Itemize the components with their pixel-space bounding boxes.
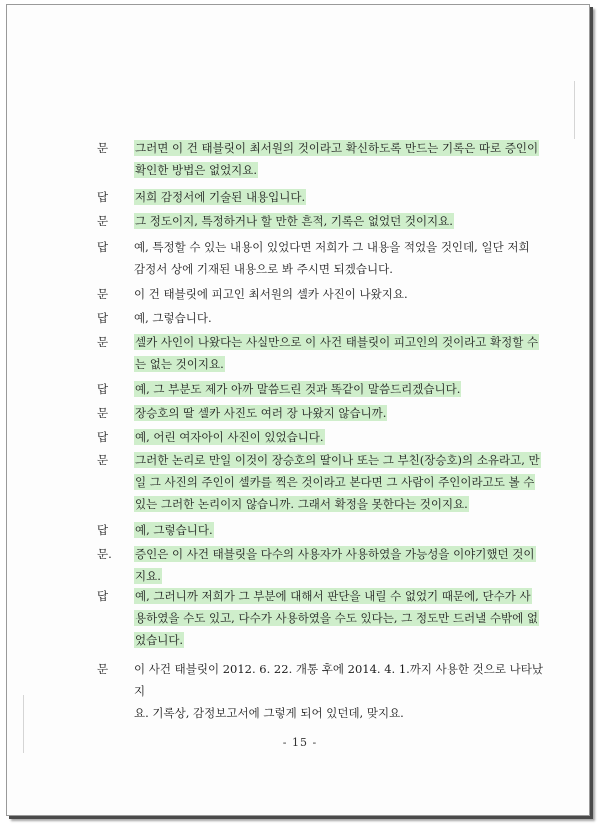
entry-text xyxy=(134,426,550,448)
entry-text-content: 예, 특정할 수 있는 내용이 있었다면 저희가 그 내용을 적었을 것인데, 일단 저희 감정서 상에 기재된 내용으로 봐 주시면 되겠습니다. xyxy=(134,240,530,276)
entry-text-content: 셀카 사인이 나왔다는 사실만으로 이 사건 태블릿이 피고인의 것이라고 확정할 수 는 없는 것이지요. xyxy=(135,335,539,371)
entry-label: 문. xyxy=(97,547,112,561)
entry-label: 문 xyxy=(97,406,109,420)
entry-text xyxy=(134,307,550,329)
entry-text-content: 예, 그렇습니다. xyxy=(135,523,213,537)
entry-label: 문 xyxy=(97,287,109,301)
entry-text-content: 저희 감정서에 기술된 내용입니다. xyxy=(135,190,306,204)
entry-text-content: 장승호의 딸 셀카 사진도 여러 장 나왔지 않습니까. xyxy=(135,406,387,420)
entry-text xyxy=(134,449,550,515)
scan-edge-mark xyxy=(574,81,575,139)
entry-text-content: 증인은 이 사건 태블릿을 다수의 사용자가 사용하였을 가능성을 이야기했던 것이 지요. xyxy=(135,547,535,583)
entry-text-content: 이 사건 태블릿이 2012. 6. 22. 개통 후에 2014. 4. 1.까지 사용한 것으로 나타났지 요. 기록상, 감정보고서에 그렇게 되어 있던데, 맞지요. xyxy=(134,662,543,720)
entry-label: 답 xyxy=(97,311,109,325)
entry-text xyxy=(134,283,550,305)
entry-text xyxy=(134,331,550,375)
entry-label: 문 xyxy=(97,453,109,467)
entry-text-content: 그 정도이지, 특정하거나 할 만한 흔적, 기록은 없었던 것이지요. xyxy=(135,214,453,228)
entry-text-content: 그러면 이 건 태블릿이 최서원의 것이라고 확신하도록 만드는 기록은 따로 증인이 확인한 방법은 없었지요. xyxy=(135,141,539,177)
entry-text xyxy=(134,585,550,651)
entry-label: 문 xyxy=(97,662,109,676)
page-number: - 15 - xyxy=(282,736,318,749)
entry-label: 문 xyxy=(97,141,109,155)
entry-label: 답 xyxy=(97,589,109,603)
entry-text xyxy=(134,236,550,280)
entry-text-content: 예, 그러니까 저희가 그 부분에 대해서 판단을 내릴 수 없었기 때문에, 단수가 사 용하였을 수도 있고, 다수가 사용하였을 수도 있다는, 그 정도만 드러낼 수밖에 없 었습니다. xyxy=(135,589,539,647)
entry-text xyxy=(134,543,550,587)
entry-text xyxy=(134,137,550,181)
entry-text-content: 예, 그 부분도 제가 아까 말씀드린 것과 똑같이 말씀드리겠습니다. xyxy=(135,382,461,396)
entry-label: 답 xyxy=(97,240,109,254)
entry-text xyxy=(134,658,550,724)
entry-label: 문 xyxy=(97,214,109,228)
entry-text xyxy=(134,186,550,208)
entry-text xyxy=(134,402,550,424)
entry-text-content: 그러한 논리로 만일 이것이 장승호의 딸이나 또는 그 부친(장승호)의 소유라고, 만 일 그 사진의 주인이 셀카를 찍은 것이라고 본다면 그 사람이 주인이라고도 볼 수 있는 그러한 논리이지 않습니까. 그래서 확정을 못한다는 것이지요. xyxy=(135,453,540,511)
entry-text-content: 예, 그렇습니다. xyxy=(134,311,212,325)
entry-label: 답 xyxy=(97,190,109,204)
entry-text-content: 예, 어린 여자아이 사진이 있었습니다. xyxy=(135,430,324,444)
entry-text xyxy=(134,378,550,400)
entry-text-content: 이 건 태블릿에 피고인 최서원의 셀카 사진이 나왔지요. xyxy=(134,287,408,301)
entry-label: 답 xyxy=(97,523,109,537)
entry-text xyxy=(134,210,550,232)
entry-label: 답 xyxy=(97,430,109,444)
entry-text xyxy=(134,519,550,541)
entry-label: 문 xyxy=(97,335,109,349)
entry-label: 답 xyxy=(97,382,109,396)
